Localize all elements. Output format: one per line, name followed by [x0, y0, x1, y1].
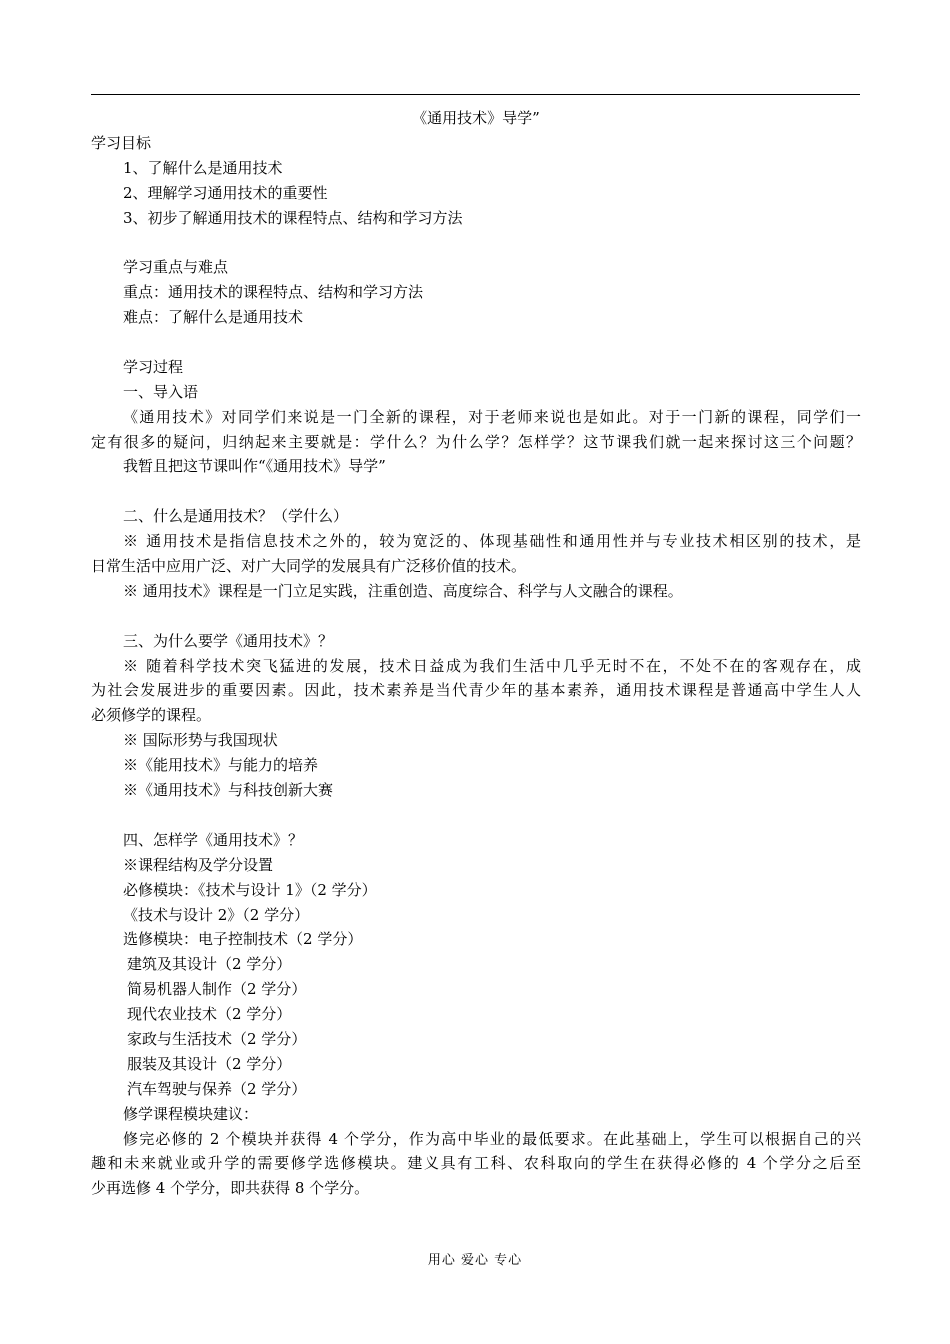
elective-item: 建筑及其设计（2 学分） [127, 955, 292, 974]
structure-heading: ※课程结构及学分设置 [123, 855, 274, 874]
objective-item: 2、理解学习通用技术的重要性 [123, 183, 328, 202]
elective-item: 现代农业技术（2 学分） [127, 1005, 292, 1024]
document-body [91, 106, 861, 1201]
section1-paragraph: 我暂且把这节课叫作“《通用技术》导学” [123, 457, 386, 476]
section2-paragraph: ※ 通用技术》课程是一门立足实践，注重创造、高度综合、科学与人文融合的课程。 [123, 581, 683, 600]
section3-paragraph-line: ※ 随着科学技术突飞猛进的发展，技术日益成为我们生活中几乎无时不在，不处不在的客观存在，成 [123, 656, 861, 675]
spacer [91, 803, 861, 828]
required-modules-line: 必修模块：《技术与设计 1》（2 学分） [123, 880, 377, 899]
section2-heading: 二、什么是通用技术？（学什么） [123, 507, 349, 526]
section3-bullet: ※《通用技术》与科技创新大赛 [123, 781, 334, 800]
elective-item: 汽车驾驶与保养（2 学分） [127, 1079, 307, 1098]
header-rule [91, 94, 860, 95]
focus-key: 重点：通用技术的课程特点、结构和学习方法 [123, 283, 424, 302]
section3-bullet: ※《能用技术》与能力的培养 [123, 756, 319, 775]
elective-item: 简易机器人制作（2 学分） [127, 980, 307, 999]
spacer [91, 479, 861, 504]
section1-paragraph-line: 定有很多的疑问，归纳起来主要就是：学什么？为什么学？怎样学？这节课我们就一起来探讨这三个问题？ [91, 432, 861, 451]
advice-paragraph-line: 少再选修 4 个学分，即共获得 8 个学分。 [91, 1179, 370, 1198]
advice-heading: 修学课程模块建议： [123, 1104, 259, 1123]
advice-paragraph-line: 修完必修的 2 个模块并获得 4 个学分，作为高中毕业的最低要求。在此基础上，学生可以根据自己的兴 [123, 1129, 861, 1148]
spacer [91, 230, 861, 255]
objectives-heading: 学习目标 [91, 133, 152, 152]
focus-difficulty: 难点：了解什么是通用技术 [123, 308, 304, 327]
spacer [91, 330, 861, 355]
section4-heading: 四、怎样学《通用技术》？ [123, 830, 304, 849]
section3-heading: 三、为什么要学《通用技术》？ [123, 631, 334, 650]
section3-paragraph-line: 为社会发展进步的重要因素。因此，技术素养是当代青少年的基本素养，通用技术课程是普通高中学生人人 [91, 681, 861, 700]
elective-item: 服装及其设计（2 学分） [127, 1054, 292, 1073]
section2-paragraph-line: 日常生活中应用广泛、对广大同学的发展具有广泛移价值的技术。 [91, 557, 527, 576]
section3-paragraph-line: 必须修学的课程。 [91, 706, 212, 725]
required-modules-line: 《技术与设计 2》（2 学分） [123, 905, 310, 924]
section3-bullet: ※ 国际形势与我国现状 [123, 731, 278, 750]
section1-paragraph-line: 《通用技术》对同学们来说是一门全新的课程，对于老师来说也是如此。对于一门新的课程，同学们一 [123, 407, 861, 426]
focus-heading: 学习重点与难点 [123, 258, 229, 277]
document-title: 《通用技术》导学” [412, 109, 540, 127]
elective-item: 家政与生活技术（2 学分） [127, 1029, 307, 1048]
objective-item: 1、了解什么是通用技术 [123, 158, 283, 177]
elective-modules-line: 选修模块：电子控制技术（2 学分） [123, 930, 363, 949]
objective-item: 3、初步了解通用技术的课程特点、结构和学习方法 [123, 208, 463, 227]
page-footer: 用心 爱心 专心 [427, 1253, 523, 1268]
advice-paragraph-line: 趣和未来就业或升学的需要修学选修模块。建义具有工科、农科取向的学生在获得必修的 4 个学分之后至 [91, 1154, 861, 1173]
process-heading: 学习过程 [123, 357, 184, 376]
section2-paragraph-line: ※ 通用技术是指信息技术之外的，较为宽泛的、体现基础性和通用性并与专业技术相区别的技术，是 [123, 532, 861, 551]
section1-heading: 一、导入语 [123, 382, 199, 401]
spacer [91, 604, 861, 629]
